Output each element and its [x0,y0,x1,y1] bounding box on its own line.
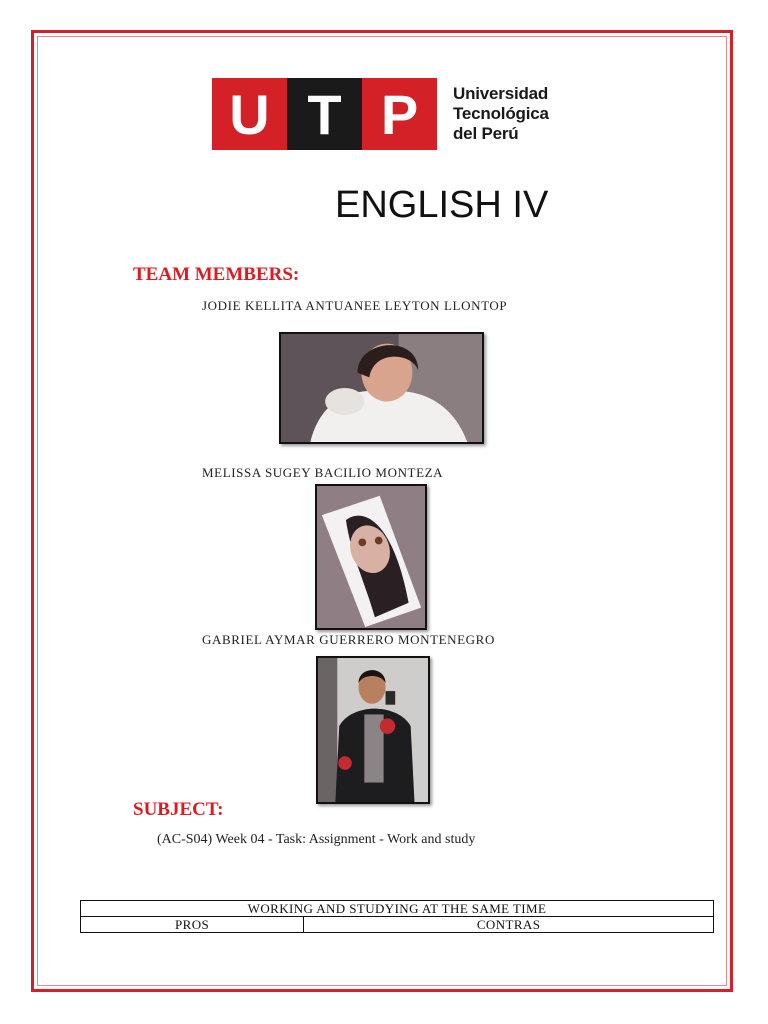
member-name-3: GABRIEL AYMAR GUERRERO MONTENEGRO [202,632,495,647]
logo-line-1: Universidad [453,84,549,103]
member-photo-1 [279,332,484,444]
logo-university-name [453,84,549,144]
table-title-row [81,901,714,917]
subject-text: (AC-S04) Week 04 - Task: Assignment - Work and study [157,832,476,847]
logo-line-3: del Perú [453,124,519,143]
logo-letter-u: U [212,78,287,150]
logo-line-2: Tecnológica [453,104,549,123]
course-title: ENGLISH IV [335,184,549,226]
logo-letter-t: T [287,78,362,150]
logo-letter-p: P [362,78,437,150]
column-header-pros: PROS [81,917,304,933]
utp-logo [212,78,549,150]
member-name-1: JODIE KELLITA ANTUANEE LEYTON LLONTOP [202,298,508,313]
team-members-heading: TEAM MEMBERS: [133,264,300,285]
table-title: WORKING AND STUDYING AT THE SAME TIME [81,901,714,917]
pros-contras-table [80,900,714,933]
member-photo-3 [316,656,430,804]
subject-heading: SUBJECT: [133,799,224,820]
table-header-row [81,917,714,933]
member-name-2: MELISSA SUGEY BACILIO MONTEZA [202,465,444,480]
column-header-contras: CONTRAS [304,917,714,933]
member-photo-2 [315,484,427,630]
